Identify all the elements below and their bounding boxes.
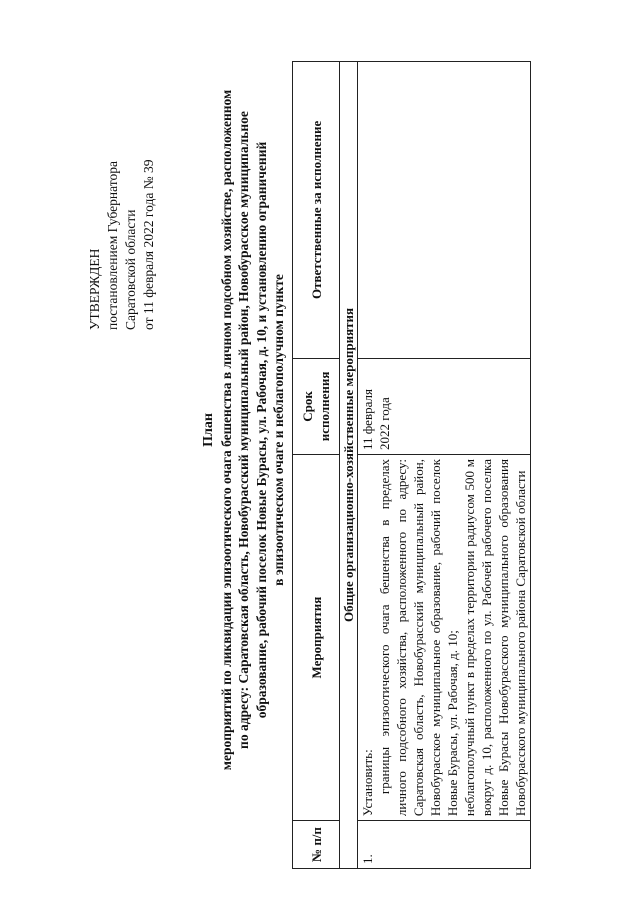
header-responsible: Ответственные за исполнение: [293, 62, 340, 359]
header-term: Срок исполнения: [293, 358, 340, 454]
table-header-row: [293, 62, 340, 869]
row-responsible: [358, 62, 531, 359]
row-number: 1.: [358, 821, 531, 869]
section-row: [340, 62, 358, 869]
term-line: 2022 года: [377, 397, 392, 451]
title-line: в эпизоотическом очаге и неблагополучном пункте: [271, 274, 286, 586]
approval-line: от 11 февраля 2022 года № 39: [141, 159, 156, 330]
title-line: образование, рабочий поселок Новые Бурасы, ул. Рабочая, д. 10, и установлению ограничений: [253, 141, 269, 719]
title-line: по адресу: Саратовская область, Новобурасский муниципальный район, Новобурасское муниципальное: [236, 111, 251, 749]
header-number: № п/п: [293, 821, 340, 869]
approval-stamp: [86, 160, 158, 330]
approval-line: постановлением Губернатора: [105, 161, 120, 330]
row-measure: [358, 455, 531, 821]
measure-part: границы эпизоотического очага бешенства в пределах личного подсобного хозяйства, расположенного по адресу: Саратовская область, Новобурасский муниципальный район, Новобурасское муниципальное образование, рабочий поселок Новые Бурасы, ул. Рабочая, д. 10;: [377, 459, 460, 817]
section-title: Общие организационно-хозяйственные мероприятия: [340, 62, 358, 869]
plan-table: [292, 61, 531, 869]
title-line: мероприятий по ликвидации эпизоотического очага бешенства в личном подсобном хозяйстве, расположенном: [218, 89, 234, 771]
approval-line: УТВЕРЖДЕН: [87, 248, 102, 330]
approval-line: Саратовской области: [123, 209, 138, 330]
measure-part: неблагополучный пункт в пределах территории радиусом 500 м вокруг д. 10, расположенного по ул. Рабочей рабочего поселка Новые Бурасы Новобурасского муниципального образования Новобурасского муниципального района Саратовской области: [462, 459, 528, 817]
title-heading: План: [201, 413, 216, 447]
header-measures: Мероприятия: [293, 455, 340, 821]
term-line: 11 февраля: [360, 389, 375, 451]
document-title: [200, 45, 288, 815]
row-term: [358, 358, 531, 454]
table-row: [358, 62, 531, 869]
measure-intro: Установить:: [360, 749, 375, 817]
